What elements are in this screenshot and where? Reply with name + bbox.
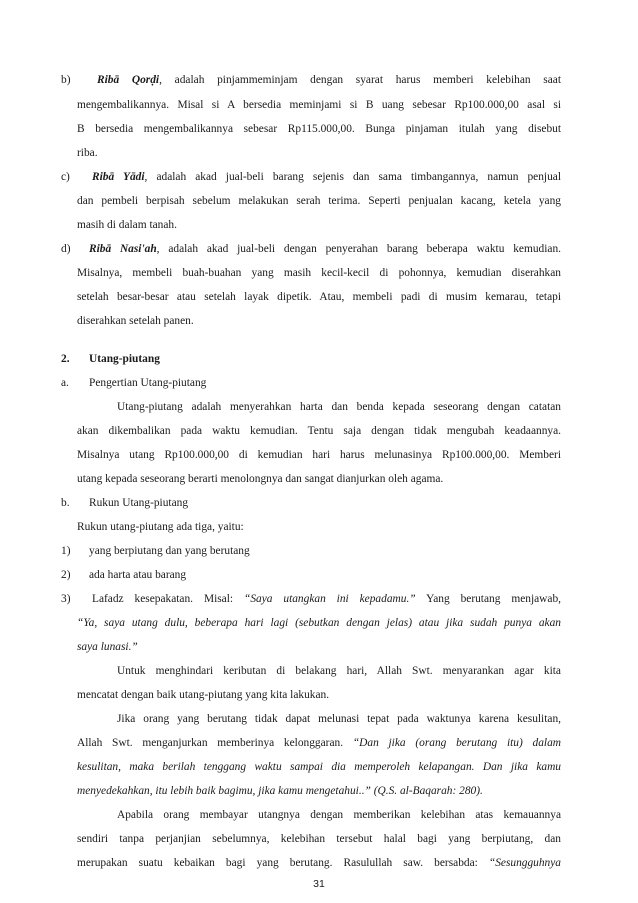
section-title: Utang-piutang: [89, 353, 160, 365]
list-item: yang berpiutang dan yang berutang: [89, 545, 250, 557]
text-line: riba.: [77, 147, 98, 159]
list-item: Lafadz kesepakatan. Misal: “Saya utangkan ini kepadamu.” Yang berutang menjawab,: [92, 593, 561, 605]
subsection-title: Rukun Utang-piutang: [89, 497, 189, 509]
text-line: Jika orang yang berutang tidak dapat melunasi tepat pada waktunya karena kesulitan,: [117, 713, 561, 725]
list-marker: a.: [61, 377, 69, 389]
text-line: Allah Swt. menganjurkan memberinya kelonggaran. “Dan jika (orang berutang itu) dalam: [77, 737, 561, 749]
section-number: 2.: [61, 353, 70, 365]
quote-line: saya lunasi.”: [77, 641, 138, 653]
text-line: masih di dalam tanah.: [77, 219, 177, 231]
riba-qordi-line: Ribā Qorḍi, adalah pinjammeminjam dengan syarat harus memberi kelebihan saat: [97, 74, 562, 86]
riba-nasiah-line: Ribā Nasi'ah, adalah akad jual-beli dengan penyerahan barang beberapa waktu kemudian.: [89, 243, 561, 255]
text-line: Rukun utang-piutang ada tiga, yaitu:: [77, 521, 244, 533]
text-line: B bersedia mengembalikannya sebesar Rp115.000,00. Bunga pinjaman itulah yang disebut: [77, 123, 561, 135]
list-marker: b.: [61, 497, 70, 509]
list-marker: b): [61, 74, 71, 86]
subsection-title: Pengertian Utang-piutang: [89, 377, 207, 389]
riba-yadi-line: Ribā Yādi, adalah akad jual-beli barang sejenis dan sama timbangannya, namun penjual: [92, 171, 561, 183]
text-line: setelah besar-besar atau setelah layak dipetik. Atau, membeli padi di musim kemarau, tetapi: [77, 291, 561, 303]
text-line: Untuk menghindari keributan di belakang hari, Allah Swt. menyarankan agar kita: [117, 665, 561, 677]
term-riba-yadi: Ribā Yādi: [92, 171, 145, 183]
quote-line: kesulitan, maka berilah tenggang waktu sampai dia memperoleh kelapangan. Dan jika kamu: [77, 761, 561, 773]
text-line: Utang-piutang adalah menyerahkan harta dan benda kepada seseorang dengan catatan: [117, 401, 561, 413]
text-line: mengembalikannya. Misal si A bersedia meminjami si B uang sebesar Rp100.000,00 asal si: [77, 99, 561, 111]
text-line: merupakan suatu kebaikan bagi yang berutang. Rasulullah saw. bersabda: “Sesungguhnya: [77, 857, 561, 869]
text-line: Misalnya, membeli buah-buahan yang masih kecil-kecil di pohonnya, kemudian diserahkan: [77, 267, 561, 279]
text-line: diserahkan setelah panen.: [77, 315, 194, 327]
list-marker: 1): [61, 545, 71, 557]
text-line: dan pembeli berpisah sebelum melakukan serah terima. Seperti penjualan kacang, ketela yang: [77, 195, 561, 207]
term-riba-qordi: Ribā Qorḍi: [97, 74, 160, 86]
quote-line: “Ya, saya utang dulu, beberapa hari lagi (sebutkan dengan jelas) atau jika sudah punya akan: [77, 617, 561, 629]
term-riba-nasiah: Ribā Nasi'ah: [89, 243, 157, 255]
list-marker: 2): [61, 569, 71, 581]
list-marker: c): [61, 171, 70, 183]
list-marker: d): [61, 243, 71, 255]
text-line: mencatat dengan baik utang-piutang yang kita lakukan.: [77, 689, 330, 701]
quote-line: menyedekahkan, itu lebih baik bagimu, jika kamu mengetahui..” (Q.S. al-Baqarah: 280).: [77, 785, 483, 797]
text-line: Apabila orang membayar utangnya dengan memberikan kelebihan atas kemauannya: [117, 809, 561, 821]
text-line: sendiri tanpa perjanjian sebelumnya, kelebihan tersebut halal bagi yang berpiutang, dan: [77, 833, 561, 845]
list-item: ada harta atau barang: [89, 569, 187, 581]
text-line: akan dikembalikan pada waktu kemudian. Tentu saja dengan tidak mengubah keadaannya.: [77, 425, 561, 437]
text-line: utang kepada seseorang berarti menolongnya dan sangat dianjurkan oleh agama.: [77, 473, 444, 485]
page-number: 31: [313, 878, 325, 890]
list-marker: 3): [61, 593, 71, 605]
text-line: Misalnya utang Rp100.000,00 di kemudian hari harus melunasinya Rp100.000,00. Memberi: [77, 449, 561, 461]
